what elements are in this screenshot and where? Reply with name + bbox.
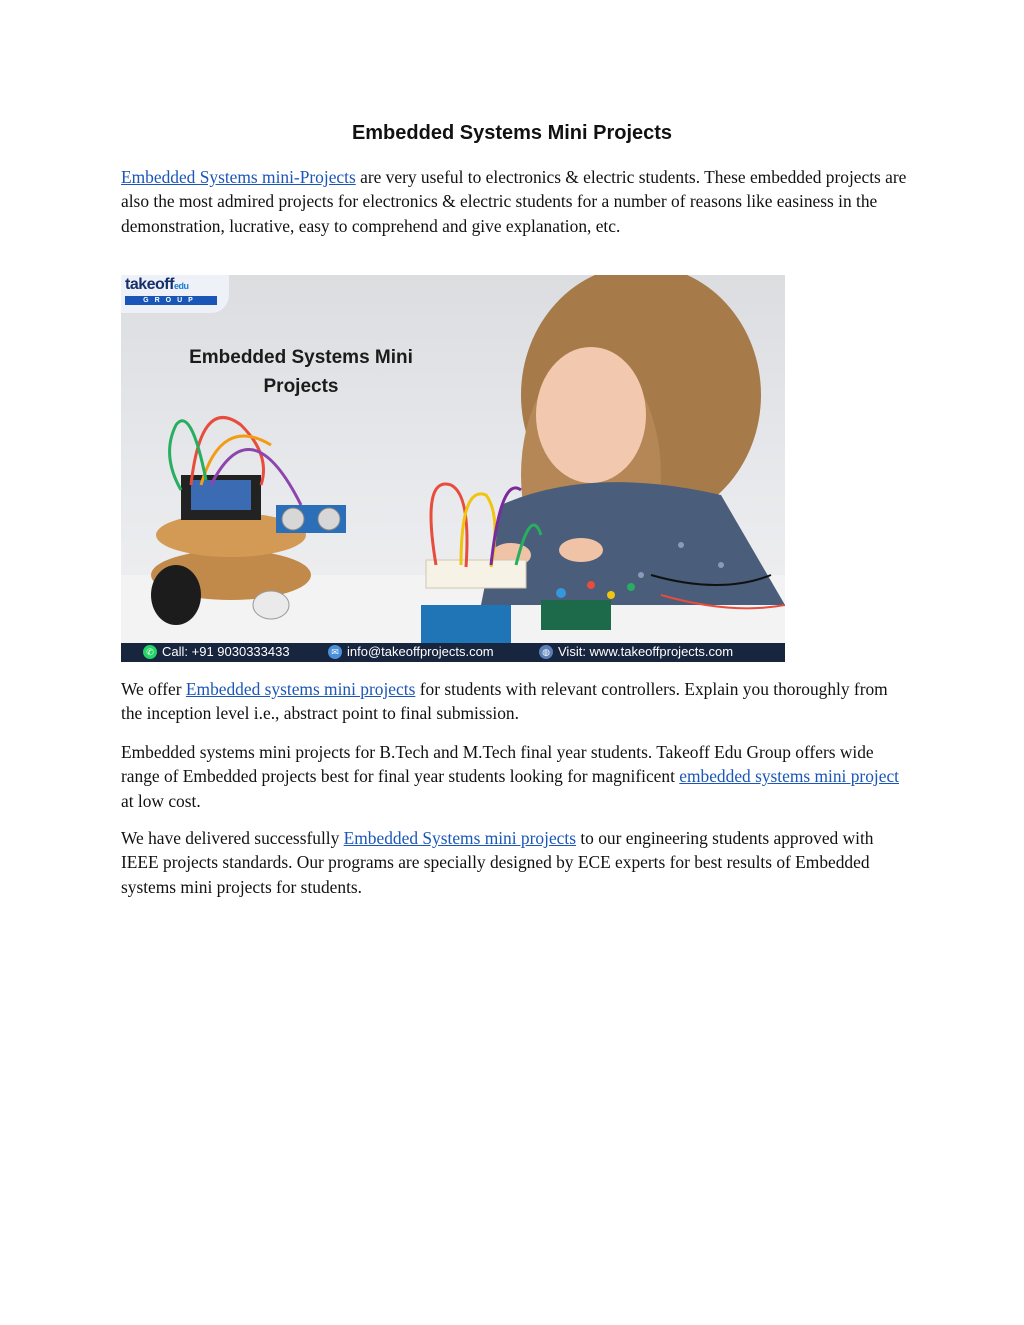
offer-paragraph [121,677,911,726]
embedded-projects-link-4[interactable]: Embedded Systems mini projects [343,828,576,848]
banner-image [121,275,785,662]
banner-photo-illustration [121,275,785,662]
contact-bar [121,643,785,662]
embedded-projects-link-1[interactable]: Embedded Systems mini-Projects [121,167,356,187]
page-title: Embedded Systems Mini Projects [351,122,673,144]
logo-edu-text: edu [173,281,189,291]
contact-call-text: Call: +91 9030333433 [162,644,290,659]
btech-text-after: at low cost. [121,790,201,811]
banner-heading [151,343,451,401]
intro-paragraph [121,165,911,238]
embedded-project-link-3[interactable]: embedded systems mini project [679,766,900,787]
contact-visit-text: Visit: www.takeoffprojects.com [558,644,734,659]
takeoff-logo [121,275,229,313]
delivered-text-after: to our engineering students approved with IEEE projects standards. Our programs are specially designed by ECE experts for best results of Embedded systems mini projects for students. [121,828,874,897]
mail-icon: ✉ [328,645,342,659]
intro-text: are very useful to electronics & electric students. These embedded projects are also the most admired projects for electronics & electric students for a number of reasons like easiness in the demonstration, lucrative, easy to comprehend and give explanation, etc. [121,167,907,236]
contact-email-text: info@takeoffprojects.com [347,644,494,659]
contact-email [328,644,494,659]
btech-paragraph [121,740,911,813]
banner-heading-line-1: Embedded Systems Mini [189,347,413,368]
logo-main-text: takeoff [125,276,174,293]
contact-visit [539,644,733,659]
logo-group-text: GROUP [125,296,217,305]
embedded-projects-link-2[interactable]: Embedded systems mini projects [185,679,416,699]
offer-text-before: We offer [121,679,186,699]
whatsapp-icon: ✆ [143,645,157,659]
btech-text-before: Embedded systems mini projects for B.Tech and M.Tech final year students. Takeoff Edu Group offers wide range of Embedded projects best for final year students looking for magnificent [121,742,874,787]
offer-text-after: for students with relevant controllers. Explain you thoroughly from the inception level i.e., abstract point to final submission. [121,679,888,724]
banner-heading-line-2: Projects [263,376,339,397]
contact-call [143,644,290,659]
delivered-paragraph [121,826,911,899]
globe-icon: ◍ [539,645,553,659]
delivered-text-before: We have delivered successfully [121,828,344,848]
